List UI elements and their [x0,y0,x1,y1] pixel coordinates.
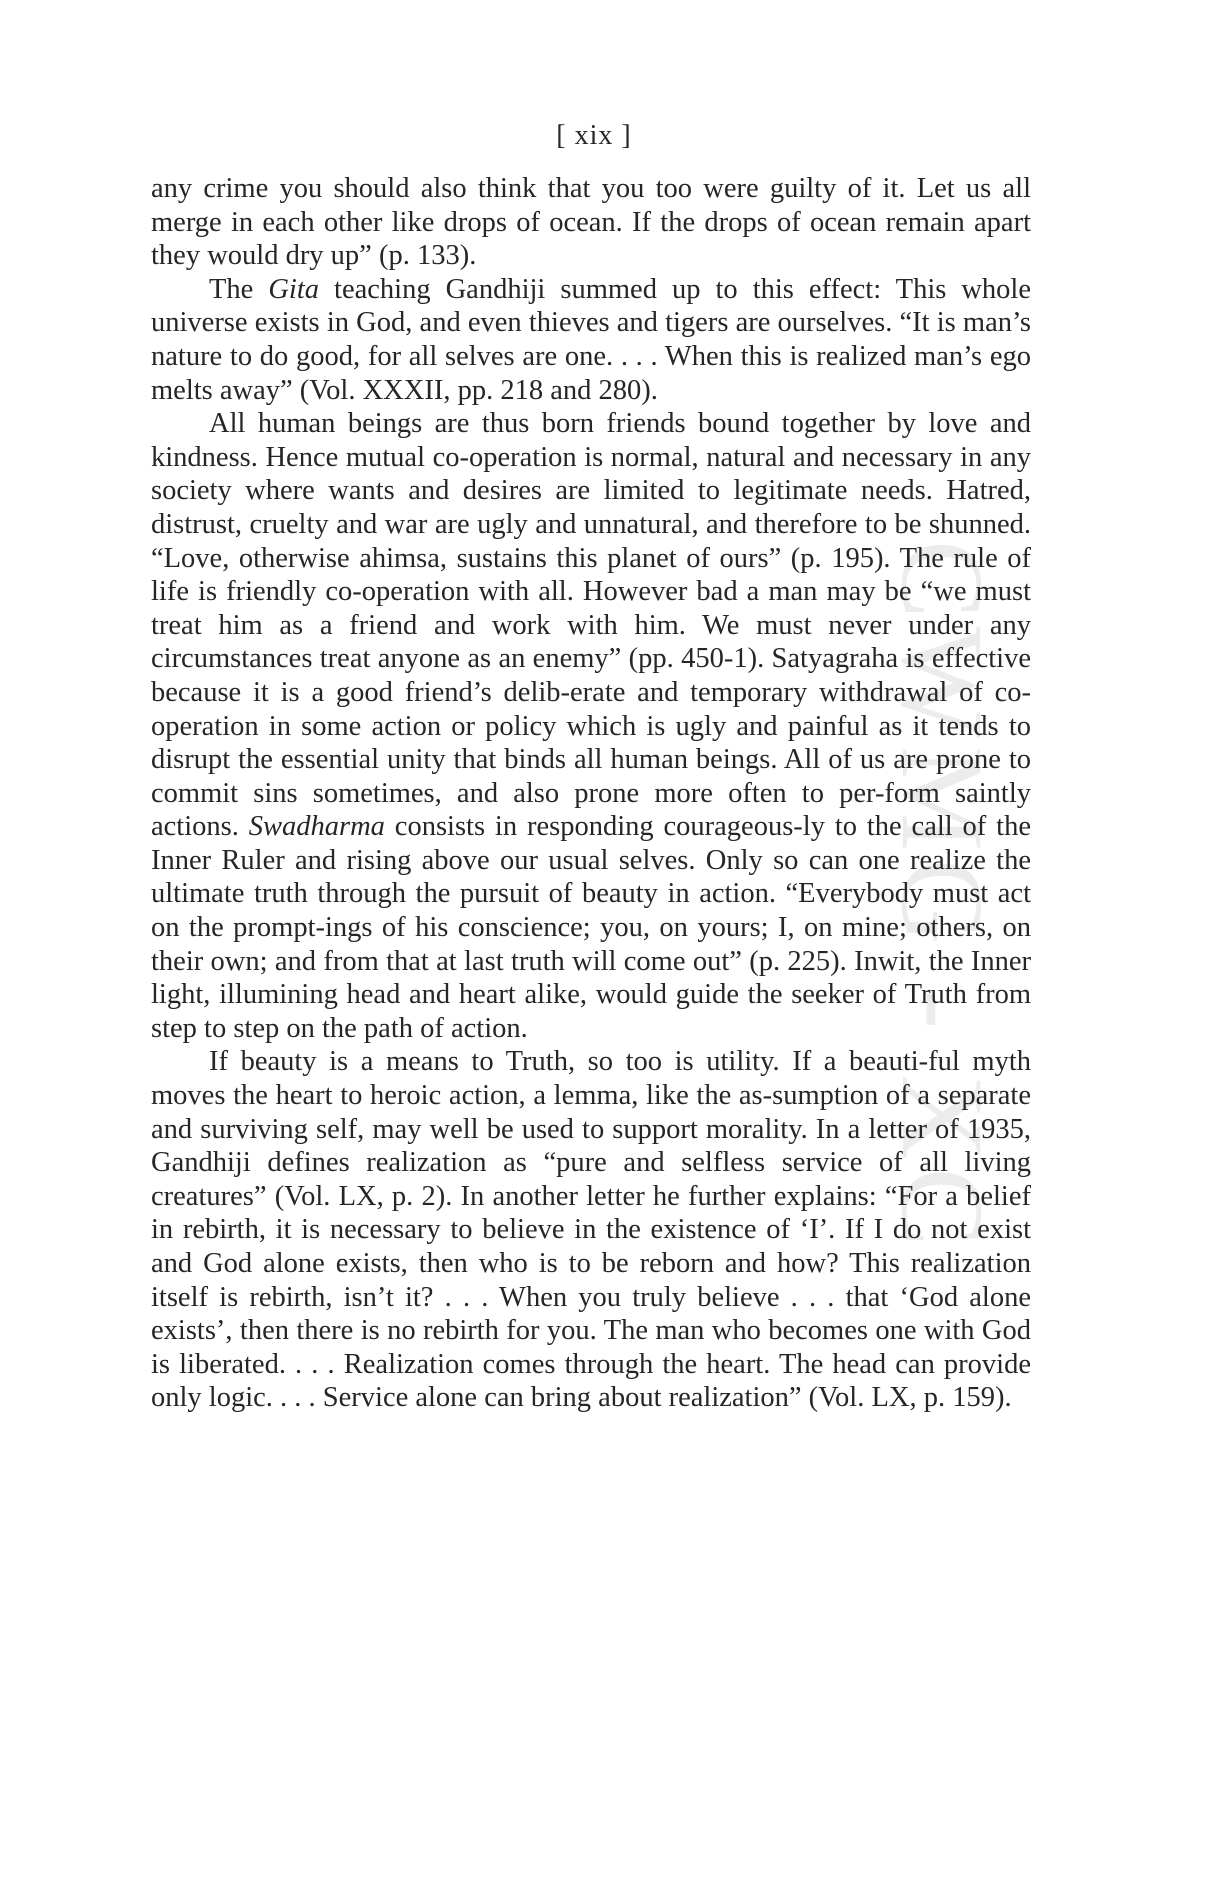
body-text [151,172,1031,1415]
paragraph-3 [151,407,1031,1045]
paragraph-4 [151,1045,1031,1415]
paragraph-2-text-b: teaching Gandhiji summed up to this effect: This whole universe exists in God, and even thieves and tigers are ourselves. “It is man’s nature to do good, for all selves are one. . . . When this is realized man’s ego melts away” (Vol. XXXII, pp. 218 and 280). [151,273,1032,406]
page-number: [ xix ] [556,120,632,151]
paragraph-2-text-a: The [209,273,269,305]
paragraph-1-text: any crime you should also think that you too were guilty of it. Let us all merge in each other like drops of ocean. If the drops of ocean remain apart they would dry up” (p. 133). [151,173,1031,272]
gita-title: Gita [268,273,320,305]
paragraph-3-text-a: All human beings are thus born friends bound together by love and kindness. Hence mutual co-operation is normal, natural and necessary in any society where wants and desires are limited to legitimate needs. Hatred, distrust, cruelty and war are ugly and unnatural, and therefore to be shunned. “Love, otherwise ahimsa, sustains this planet of ours” (p. 195). The rule of life is friendly co-operation with all. However bad a man may be “we must treat him as a friend and work with him. We must never under any circumstances treat anyone as an enemy” (pp. 450-1). Satyagraha is effective because it is a good friend’s delib-erate and temporary withdrawal of co-operation in some action or policy which is ugly and painful as it tends to disrupt the essential unity that binds all human beings. All of us are prone to commit sins sometimes, and also prone more often to per-form saintly actions. [151,408,1031,843]
paragraph-2 [151,273,1031,407]
paragraph-1 [151,172,1031,273]
paragraph-4-text: If beauty is a means to Truth, so too is utility. If a beauti-ful myth moves the heart to heroic action, a lemma, like the as-sumption of a separate and surviving self, may well be used to support morality. In a letter of 1935, Gandhiji defines realization as “pure and selfless service of all living creatures” (Vol. LX, p. 2). In another letter he further explains: “For a belief in rebirth, it is necessary to believe in the existence of ‘I’. If I do not exist and God alone exists, then who is to be reborn and how? This realization itself is rebirth, isn’t it? . . . When you truly believe . . . that ‘God alone exists’, then there is no rebirth for you. The man who becomes one with God is liberated. . . . Realization comes through the heart. The head can provide only logic. . . . Service alone can bring about realization” (Vol. LX, p. 159). [151,1046,1031,1414]
swadharma-term: Swadharma [248,811,385,843]
watermark: CWMG - XC [877,540,1008,1255]
paragraph-3-text-b: consists in responding courageous-ly to the call of the Inner Ruler and rising above our usual selves. Only so can one realize the ultimate truth through the pursuit of beauty in action. “Everybody must act on the prompt-ings of his conscience; you, on yours; I, on mine; others, on their own; and from that at last truth will come out” (p. 225). Inwit, the Inner light, illumining head and heart alike, would guide the seeker of Truth from step to step on the path of action. [151,811,1031,1044]
